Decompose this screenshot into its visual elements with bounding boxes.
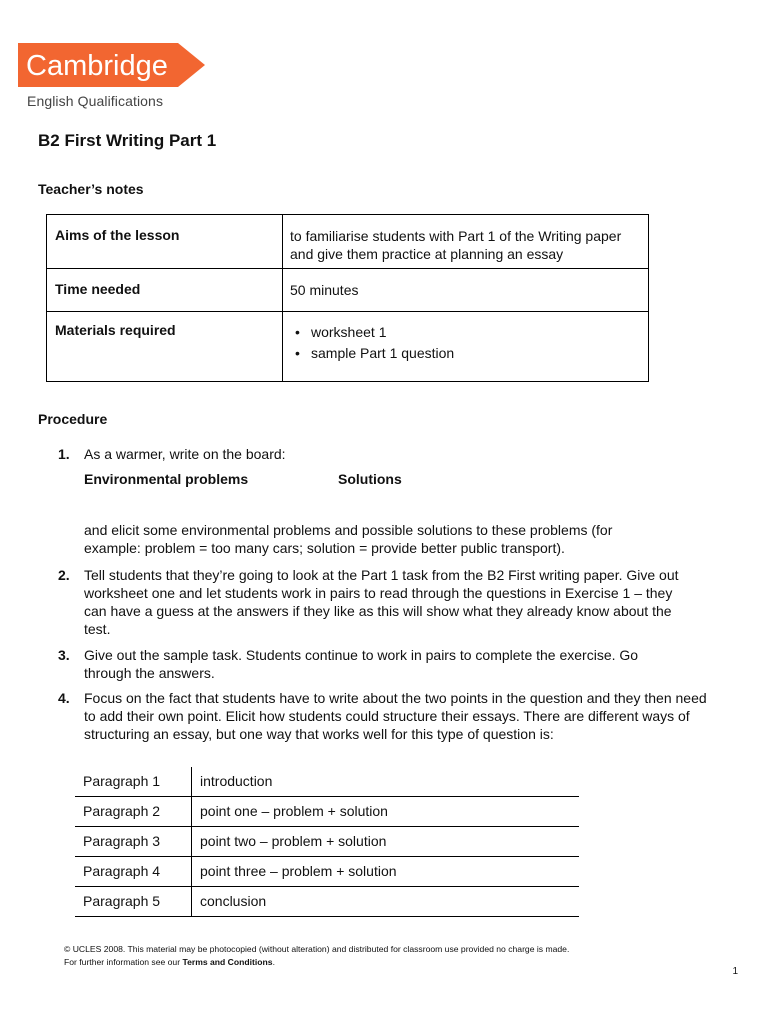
lesson-info-table	[46, 214, 649, 382]
procedure-step-1	[58, 445, 738, 463]
paragraph-content: point one – problem + solution	[192, 797, 580, 827]
step-line: example: problem = too many cars; solution = provide better public transport).	[84, 540, 565, 556]
paragraph-label: Paragraph 1	[75, 767, 192, 797]
copyright-footer	[64, 943, 569, 969]
step-number: 4.	[58, 690, 70, 706]
paragraph-label: Paragraph 5	[75, 887, 192, 917]
procedure-step-3	[58, 646, 738, 682]
page-title: B2 First Writing Part 1	[38, 131, 217, 150]
paragraph-content: introduction	[192, 767, 580, 797]
step-number: 1.	[58, 446, 70, 462]
table-row	[47, 312, 649, 382]
step-number: 3.	[58, 647, 70, 663]
step-line: to add their own point. Elicit how students could structure their essays. There are different ways of	[84, 708, 690, 724]
step-line: Give out the sample task. Students continue to work in pairs to complete the exercise. Go	[84, 647, 639, 663]
step-line: test.	[84, 621, 111, 637]
essay-structure-table	[75, 767, 579, 917]
list-item: • sample Part 1 question	[290, 343, 648, 364]
aims-value	[283, 215, 649, 269]
logo-brand-text: Cambridge	[26, 50, 168, 82]
terms-line	[64, 956, 569, 969]
aims-line: to familiarise students with Part 1 of the Writing paper	[290, 228, 622, 244]
step-line: can have a guess at the answers if they like as this will show what they already know about the	[84, 603, 672, 619]
terms-prefix: For further information see our	[64, 957, 183, 967]
aims-label: Aims of the lesson	[47, 215, 283, 269]
page-number: 1	[732, 966, 738, 977]
paragraph-content: point two – problem + solution	[192, 827, 580, 857]
table-row	[47, 215, 649, 269]
paragraph-label: Paragraph 2	[75, 797, 192, 827]
table-row	[47, 269, 649, 312]
step-line: Focus on the fact that students have to write about the two points in the question and they then need	[84, 690, 707, 706]
list-item: • worksheet 1	[290, 322, 648, 343]
copyright-line: © UCLES 2008. This material may be photocopied (without alteration) and distributed for classroom use provided no charge is made.	[64, 944, 570, 954]
step-line: structuring an essay, but one way that works well for this type of question is:	[84, 726, 554, 742]
terms-link[interactable]: Terms and Conditions	[182, 957, 273, 967]
step-text: As a warmer, write on the board:	[84, 446, 286, 462]
step-text	[84, 521, 738, 557]
cambridge-logo	[18, 43, 206, 87]
aims-line: and give them practice at planning an essay	[290, 246, 564, 262]
step-line: and elicit some environmental problems and possible solutions to these problems (for	[84, 522, 613, 538]
table-row	[75, 887, 579, 917]
procedure-step-1-continued	[58, 521, 738, 557]
step-text	[84, 646, 738, 682]
logo-subtitle: English Qualifications	[27, 93, 164, 109]
board-headings	[84, 471, 402, 487]
materials-value	[283, 312, 649, 382]
procedure-step-2	[58, 566, 738, 638]
step-line: through the answers.	[84, 665, 215, 681]
materials-list	[290, 322, 648, 364]
teachers-notes-heading: Teacher’s notes	[38, 181, 144, 197]
procedure-heading: Procedure	[38, 411, 108, 427]
table-row	[75, 767, 579, 797]
time-label: Time needed	[47, 269, 283, 312]
table-row	[75, 827, 579, 857]
paragraph-content: point three – problem + solution	[192, 857, 580, 887]
step-text	[84, 566, 738, 638]
time-value: 50 minutes	[283, 269, 649, 312]
step-text	[84, 689, 738, 743]
terms-suffix: .	[272, 957, 275, 967]
paragraph-content: conclusion	[192, 887, 580, 917]
step-line: worksheet one and let students work in pairs to read through the questions in Exercise 1 – they	[84, 585, 673, 601]
paragraph-label: Paragraph 4	[75, 857, 192, 887]
paragraph-label: Paragraph 3	[75, 827, 192, 857]
step-line: Tell students that they’re going to look at the Part 1 task from the B2 First writing paper. Give out	[84, 567, 679, 583]
table-row	[75, 857, 579, 887]
table-row	[75, 797, 579, 827]
board-heading-problems: Environmental problems	[84, 471, 249, 487]
step-number: 2.	[58, 567, 70, 583]
procedure-step-4	[58, 689, 738, 743]
board-heading-solutions: Solutions	[338, 471, 402, 487]
materials-label: Materials required	[47, 312, 283, 382]
